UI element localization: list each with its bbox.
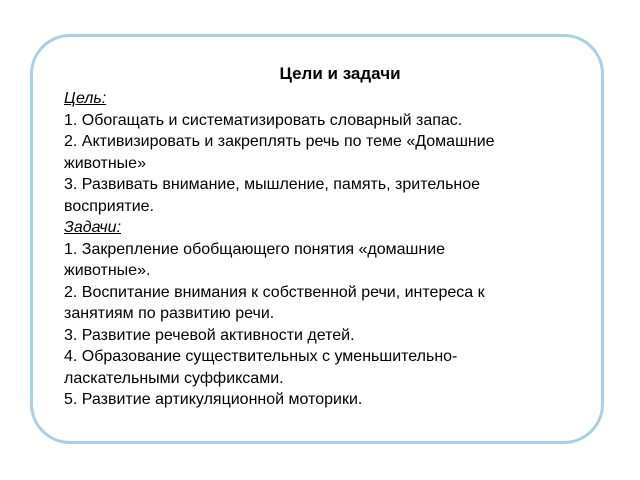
goal-heading: Цель: (64, 90, 107, 107)
task-line-1: 1. Закрепление обобщающего понятия «домашние (64, 240, 446, 258)
task-line-3: 3. Развитие речевой активности детей. (64, 326, 355, 344)
goal-line-2-cont: животные» (64, 154, 146, 172)
task-line-5: 5. Развитие артикуляционной моторики. (64, 391, 363, 408)
task-line-4: 4. Образование существительных с уменьшительно- (64, 348, 458, 365)
goal-line-3-cont: восприятие. (64, 197, 154, 215)
task-line-2: 2. Воспитание внимания к собственной речи, интереса к (64, 283, 485, 301)
goal-line-3: 3. Развивать внимание, мышление, память, зрительное (64, 176, 481, 193)
page-title (0, 64, 640, 84)
goal-line-2: 2. Активизировать и закреплять речь по теме «Домашние (64, 133, 495, 150)
task-line-4-cont: ласкательными суффиксами. (64, 369, 284, 387)
task-line-2-cont: занятиям по развитию речи. (64, 305, 275, 322)
task-line-1-cont: животные». (64, 262, 151, 279)
content-body (64, 88, 564, 411)
goal-line-1: 1. Обогащать и систематизировать словарный запас. (64, 111, 463, 129)
page-title-text: Цели и задачи (279, 64, 401, 83)
tasks-heading: Задачи: (64, 219, 122, 236)
